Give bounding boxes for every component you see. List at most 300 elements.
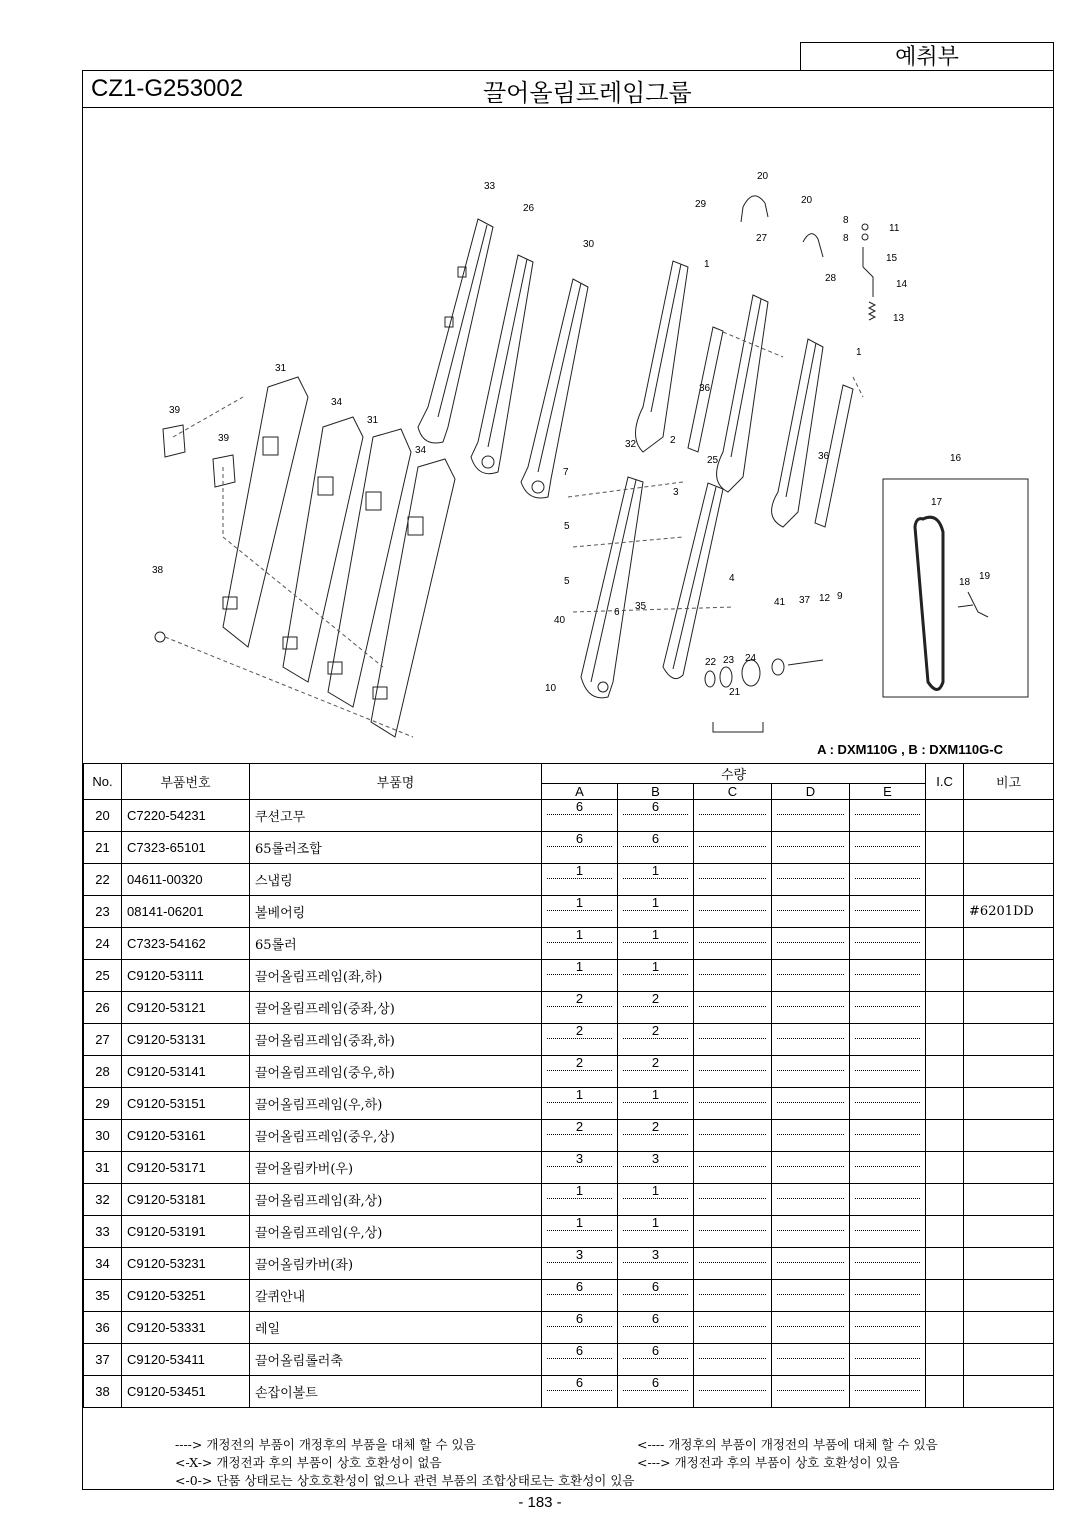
row-part-no: C9120-53181 [122,1184,250,1216]
row-ic [926,1344,964,1376]
row-part-name: 65롤러조합 [250,832,542,864]
row-qty-value [777,1088,844,1103]
callout-34b: 34 [415,445,427,456]
row-remark [964,1152,1054,1184]
roller-assembly-21 [705,659,823,732]
callout-32: 32 [625,439,637,450]
row-ic [926,864,964,896]
row-part-name: 볼베어링 [250,896,542,928]
callout-5a: 5 [564,521,570,532]
table-row [84,1088,1054,1120]
row-qty-value: 2 [547,1056,612,1071]
row-qty-value [855,832,920,847]
row-qty-value [777,864,844,879]
row-part-name: 끌어올림프레임(우,하) [250,1088,542,1120]
row-qty-e [850,1120,926,1152]
row-ic [926,1248,964,1280]
row-qty-value: 6 [623,832,688,847]
row-qty-b [618,1312,694,1344]
row-qty-b [618,1280,694,1312]
row-qty-value [777,1120,844,1135]
row-qty-value: 6 [623,1312,688,1327]
row-qty-d [772,1376,850,1408]
row-qty-value: 1 [547,1184,612,1199]
row-qty-value [855,1088,920,1103]
row-qty-d [772,992,850,1024]
callout-28: 28 [825,273,837,284]
frame-part-27 [717,295,768,492]
row-qty-value [699,960,766,975]
row-no: 24 [84,928,122,960]
callout-8a: 8 [843,215,849,226]
row-qty-d [772,928,850,960]
row-qty-d [772,1280,850,1312]
row-qty-c [694,1312,772,1344]
row-qty-a [542,1344,618,1376]
row-qty-c [694,1152,772,1184]
row-qty-value: 1 [623,1216,688,1231]
row-qty-c [694,832,772,864]
row-qty-value [699,1344,766,1359]
callout-7: 7 [563,467,569,478]
row-qty-a [542,800,618,832]
table-row [84,1152,1054,1184]
row-ic [926,1312,964,1344]
row-qty-c [694,864,772,896]
col-header-no: No. [84,764,122,800]
row-qty-d [772,1088,850,1120]
row-qty-e [850,864,926,896]
row-qty-value [699,1216,766,1231]
row-ic [926,1152,964,1184]
row-qty-value [777,1280,844,1295]
row-qty-value [699,1376,766,1391]
row-qty-b [618,960,694,992]
row-part-no: C7323-65101 [122,832,250,864]
row-part-no: 04611-00320 [122,864,250,896]
callout-31a: 31 [275,363,287,374]
row-part-no: C7220-54231 [122,800,250,832]
row-qty-d [772,896,850,928]
row-qty-value [777,1056,844,1071]
callout-8b: 8 [843,233,849,244]
row-ic [926,960,964,992]
row-qty-value: 3 [547,1152,612,1167]
row-qty-e [850,992,926,1024]
row-qty-e [850,832,926,864]
col-header-a: A [542,784,618,800]
row-qty-value [777,1376,844,1391]
row-ic [926,832,964,864]
row-ic [926,1376,964,1408]
row-remark [964,832,1054,864]
row-qty-value: 6 [547,800,612,815]
col-header-ic: I.C [926,764,964,800]
legend-line2-left: <-X-> 개정전과 후의 부품이 상호 호환성이 없음 [175,1455,442,1470]
col-header-d: D [772,784,850,800]
row-qty-c [694,1280,772,1312]
row-qty-c [694,928,772,960]
section-tab: 예취부 [800,42,1054,70]
callout-39b: 39 [218,433,230,444]
row-qty-c [694,960,772,992]
row-qty-value [855,1344,920,1359]
row-part-no: C9120-53111 [122,960,250,992]
row-no: 26 [84,992,122,1024]
row-part-name: 끌어올림프레임(우,상) [250,1216,542,1248]
row-part-no: C9120-53151 [122,1088,250,1120]
row-qty-value [855,800,920,815]
row-qty-a [542,1120,618,1152]
col-header-remark: 비고 [964,764,1054,800]
row-qty-value: 2 [547,1024,612,1039]
row-remark [964,1120,1054,1152]
row-ic [926,896,964,928]
row-qty-value [855,896,920,911]
row-qty-value [855,960,920,975]
row-ic [926,1184,964,1216]
row-qty-value [855,1024,920,1039]
row-part-name: 65롤러 [250,928,542,960]
callout-4: 4 [729,573,735,584]
table-row [84,896,1054,928]
col-header-e: E [850,784,926,800]
exploded-diagram [83,107,1053,764]
row-qty-b [618,832,694,864]
row-part-no: C9120-53331 [122,1312,250,1344]
row-remark [964,1184,1054,1216]
col-header-b: B [618,784,694,800]
row-qty-a [542,896,618,928]
row-part-name: 끌어올림카버(좌) [250,1248,542,1280]
row-part-name: 손잡이볼트 [250,1376,542,1408]
frame-part-33 [418,219,493,443]
row-no: 25 [84,960,122,992]
row-qty-value [699,1152,766,1167]
row-qty-b [618,800,694,832]
row-remark [964,960,1054,992]
callout-13: 13 [893,313,905,324]
row-qty-value: 1 [547,928,612,943]
row-qty-value [855,1056,920,1071]
table-row [84,1216,1054,1248]
row-qty-b [618,1088,694,1120]
row-ic [926,1088,964,1120]
row-qty-e [850,800,926,832]
callout-40: 40 [554,615,566,626]
frame-part-30 [521,279,588,498]
row-part-name: 끌어올림프레임(중좌,하) [250,1024,542,1056]
callout-20a: 20 [757,171,769,182]
row-qty-b [618,1376,694,1408]
table-row [84,800,1054,832]
row-qty-value [777,896,844,911]
row-part-no: C7323-54162 [122,928,250,960]
row-qty-a [542,832,618,864]
table-row [84,864,1054,896]
row-qty-value [777,800,844,815]
table-row [84,1344,1054,1376]
row-no: 22 [84,864,122,896]
parts-table [83,763,1054,1408]
table-row [84,1280,1054,1312]
row-remark [964,992,1054,1024]
row-no: 23 [84,896,122,928]
row-qty-value [855,992,920,1007]
frame-part-25 [663,483,723,679]
row-part-name: 끌어올림프레임(중우,하) [250,1056,542,1088]
row-ic [926,1056,964,1088]
row-part-no: C9120-53161 [122,1120,250,1152]
callout-11: 11 [889,223,900,234]
row-qty-a [542,1216,618,1248]
row-no: 36 [84,1312,122,1344]
row-part-name: 끌어올림카버(우) [250,1152,542,1184]
row-part-no: C9120-53171 [122,1152,250,1184]
callout-25: 25 [707,455,719,466]
col-header-part-name: 부품명 [250,764,542,800]
row-qty-b [618,1216,694,1248]
row-part-name: 쿠션고무 [250,800,542,832]
row-remark [964,800,1054,832]
callout-5b: 5 [564,576,570,587]
row-qty-e [850,1088,926,1120]
row-qty-value: 6 [547,1376,612,1391]
row-qty-c [694,1120,772,1152]
row-qty-d [772,800,850,832]
row-no: 27 [84,1024,122,1056]
row-qty-value [699,1184,766,1199]
row-qty-value [777,928,844,943]
row-qty-value [855,1216,920,1231]
row-qty-value: 2 [623,1024,688,1039]
row-qty-value: 3 [623,1152,688,1167]
row-qty-c [694,1216,772,1248]
table-row [84,960,1054,992]
row-part-no: 08141-06201 [122,896,250,928]
row-qty-value: 1 [623,960,688,975]
row-remark [964,1344,1054,1376]
row-qty-value: 3 [623,1248,688,1263]
row-qty-value [777,1312,844,1327]
callout-10: 10 [545,683,557,694]
callout-31b: 31 [367,415,379,426]
leader-lines [165,332,863,737]
table-row [84,1120,1054,1152]
row-qty-e [850,1152,926,1184]
row-qty-d [772,1344,850,1376]
row-qty-a [542,1312,618,1344]
row-qty-value: 1 [547,864,612,879]
row-qty-value [699,800,766,815]
v-belt-box-16 [883,479,1028,697]
row-qty-c [694,1248,772,1280]
cover-part-31a [223,377,308,647]
row-qty-a [542,992,618,1024]
row-qty-value [699,1056,766,1071]
row-qty-c [694,1088,772,1120]
row-qty-b [618,1344,694,1376]
row-qty-c [694,1376,772,1408]
row-qty-d [772,1024,850,1056]
row-qty-value: 1 [623,928,688,943]
row-part-no: C9120-53451 [122,1376,250,1408]
row-remark [964,1088,1054,1120]
row-qty-value: 1 [547,960,612,975]
row-qty-a [542,1248,618,1280]
row-qty-b [618,1248,694,1280]
row-qty-a [542,1088,618,1120]
row-remark [964,1312,1054,1344]
row-part-name: 끌어올림롤러축 [250,1344,542,1376]
row-no: 35 [84,1280,122,1312]
row-qty-c [694,1024,772,1056]
row-qty-a [542,1280,618,1312]
row-no: 21 [84,832,122,864]
row-qty-value [855,1184,920,1199]
handle-bolt-38 [155,632,165,642]
row-qty-value: 3 [547,1248,612,1263]
row-qty-c [694,1056,772,1088]
row-part-no: C9120-53131 [122,1024,250,1056]
row-no: 29 [84,1088,122,1120]
callout-21: 21 [729,687,741,698]
legend-line3: <-0-> 단품 상태로는 상호호환성이 없으나 관련 부품의 조합상태로는 호환성이 있음 [175,1473,635,1488]
callout-37: 37 [799,595,811,606]
callout-38: 38 [152,565,164,576]
row-qty-value [699,1120,766,1135]
row-qty-a [542,1184,618,1216]
frame-part-32 [581,477,643,698]
row-qty-value [699,1248,766,1263]
row-qty-value [855,1152,920,1167]
row-qty-e [850,960,926,992]
row-remark: #6201DD [964,896,1054,928]
row-qty-d [772,1312,850,1344]
row-qty-e [850,1280,926,1312]
row-qty-value: 6 [547,1280,612,1295]
callout-1b: 1 [856,347,862,358]
row-remark [964,1216,1054,1248]
row-qty-d [772,1152,850,1184]
row-qty-value: 6 [623,1376,688,1391]
row-qty-value [855,864,920,879]
callout-1a: 1 [704,259,710,270]
callout-39a: 39 [169,405,181,416]
col-header-qty: 수량 [542,764,926,784]
row-no: 31 [84,1152,122,1184]
row-qty-value: 1 [623,864,688,879]
callout-35: 35 [635,601,647,612]
row-qty-d [772,1248,850,1280]
row-remark [964,1056,1054,1088]
row-part-name: 갈퀴안내 [250,1280,542,1312]
row-part-no: C9120-53191 [122,1216,250,1248]
row-qty-value [699,992,766,1007]
row-qty-value: 6 [623,800,688,815]
title-bar [83,71,1053,108]
row-qty-value: 6 [547,832,612,847]
row-qty-value: 1 [623,896,688,911]
row-part-name: 끌어올림프레임(중좌,상) [250,992,542,1024]
callout-36a: 36 [699,383,711,394]
callout-27: 27 [756,233,768,244]
row-part-name: 끌어올림프레임(좌,상) [250,1184,542,1216]
row-qty-e [850,928,926,960]
frame-part-28 [772,339,823,527]
row-qty-d [772,1056,850,1088]
row-no: 38 [84,1376,122,1408]
callout-41: 41 [774,597,786,608]
cover-part-31b [328,429,411,707]
callout-18: 18 [959,577,971,588]
frame-part-26 [471,255,533,474]
row-qty-value [855,1280,920,1295]
row-ic [926,1120,964,1152]
row-qty-e [850,1248,926,1280]
row-qty-value: 1 [547,896,612,911]
row-qty-b [618,1184,694,1216]
row-no: 32 [84,1184,122,1216]
row-qty-c [694,992,772,1024]
row-qty-value [777,1248,844,1263]
frame-part-29 [636,261,689,452]
row-no: 34 [84,1248,122,1280]
callout-6: 6 [614,607,620,618]
row-no: 28 [84,1056,122,1088]
row-qty-value [777,960,844,975]
group-code: CZ1-G253002 [91,75,244,102]
row-no: 20 [84,800,122,832]
row-qty-e [850,1376,926,1408]
row-qty-d [772,864,850,896]
row-qty-value [699,1312,766,1327]
row-qty-value [699,928,766,943]
row-qty-b [618,928,694,960]
row-remark [964,928,1054,960]
row-qty-e [850,1056,926,1088]
table-row [84,928,1054,960]
row-qty-e [850,1184,926,1216]
row-qty-c [694,1344,772,1376]
table-row [84,1312,1054,1344]
col-header-c: C [694,784,772,800]
row-qty-b [618,1120,694,1152]
callout-30: 30 [583,239,595,250]
row-qty-a [542,1024,618,1056]
callout-20b: 20 [801,195,813,206]
row-part-name: 스냅링 [250,864,542,896]
row-ic [926,800,964,832]
row-qty-b [618,992,694,1024]
row-qty-c [694,896,772,928]
table-row [84,1248,1054,1280]
callout-19: 19 [979,571,991,582]
row-part-no: C9120-53231 [122,1248,250,1280]
row-qty-value [855,1312,920,1327]
row-part-name: 끌어올림프레임(중우,상) [250,1120,542,1152]
row-qty-value: 1 [623,1088,688,1103]
row-qty-e [850,1344,926,1376]
row-qty-value [777,832,844,847]
row-qty-a [542,960,618,992]
row-qty-e [850,1216,926,1248]
col-header-part-no: 부품번호 [122,764,250,800]
row-part-no: C9120-53121 [122,992,250,1024]
row-remark [964,1280,1054,1312]
row-qty-value [699,864,766,879]
callout-3: 3 [673,487,679,498]
